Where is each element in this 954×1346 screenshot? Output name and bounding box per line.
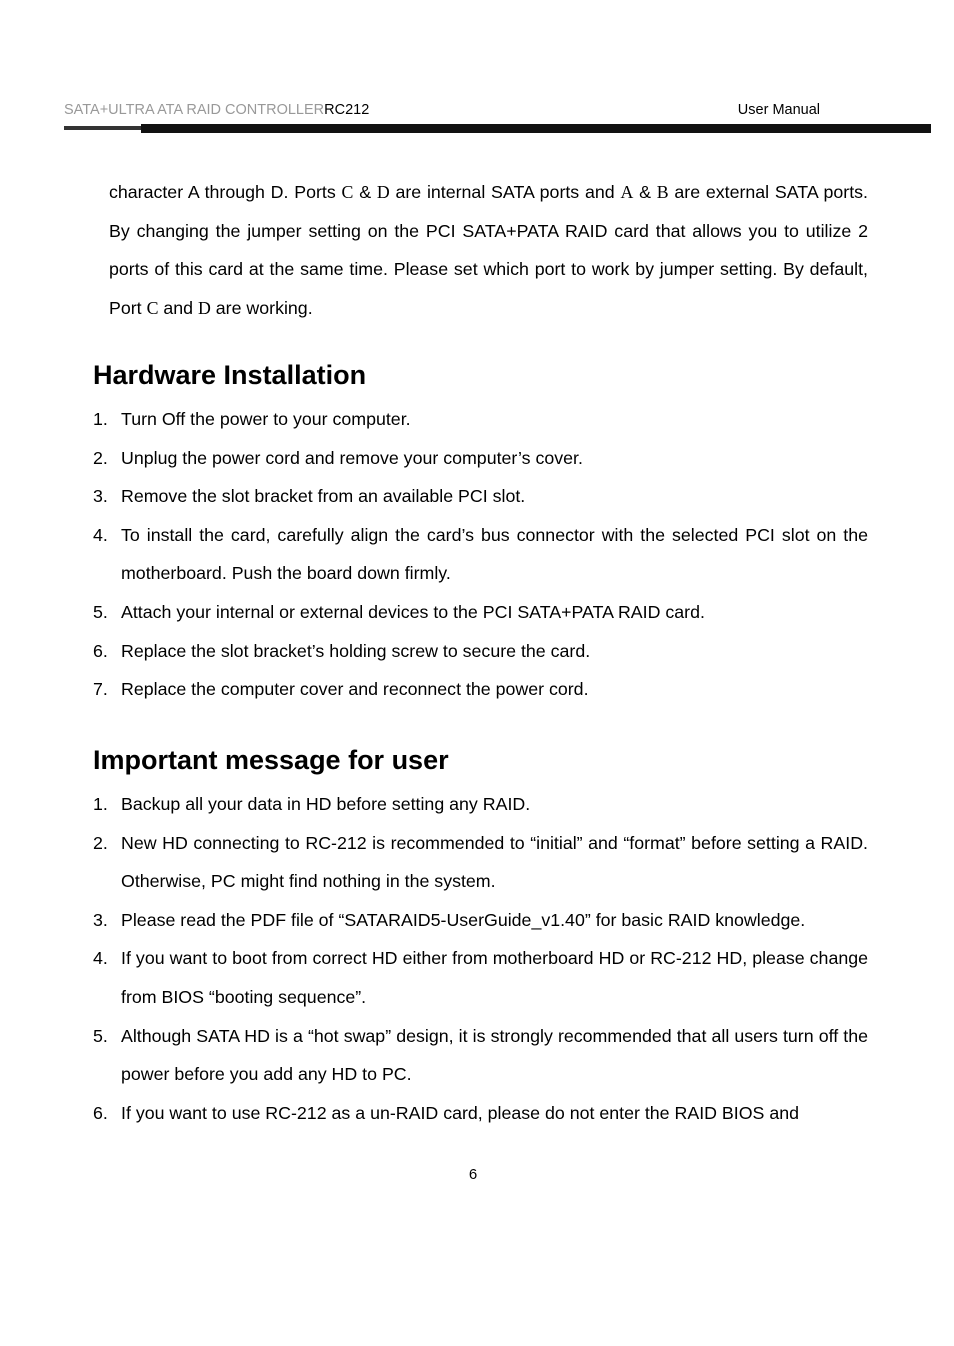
header-rule (64, 124, 931, 133)
list-item-text: Backup all your data in HD before setting any RAID. (121, 794, 531, 814)
list-item-text: Replace the computer cover and reconnect the power cord. (121, 679, 589, 700)
list-item-text: Attach your internal or external devices to the PCI SATA+PATA RAID card. (121, 601, 705, 622)
header-rule-thick-segment (141, 124, 931, 133)
page-number: 6 (468, 1166, 478, 1183)
header-product-name: SATA+ULTRA ATA RAID CONTROLLER (64, 102, 325, 118)
list-item-number: 4. (93, 948, 108, 969)
list-item-number: 7. (93, 679, 108, 700)
intro-text: are external SATA ports. By changing the jumper setting on the PCI SATA+PATA RAID card that allows you to utilize 2 ports of this card at the same time. Please set which port to work by jumper setting. By default, Port (109, 182, 868, 318)
intro-text: and (158, 297, 198, 318)
list-item-text: If you want to use RC-212 as a un-RAID card, please do not enter the RAID BIOS and (121, 1102, 800, 1123)
intro-text: are internal SATA ports and (389, 182, 621, 202)
list-item (93, 593, 868, 632)
header-rule-thin-segment (64, 126, 142, 130)
list-item (93, 1094, 868, 1133)
page-header (64, 102, 820, 122)
list-item (93, 785, 868, 824)
port-letter: C (146, 297, 159, 318)
list-item-text: Please read the PDF file of “SATARAID5-UserGuide_v1.40” for basic RAID knowledge. (121, 909, 806, 930)
intro-text: & (353, 182, 377, 202)
header-product-line (64, 102, 369, 118)
list-item-text: Turn Off the power to your computer. (121, 409, 411, 429)
hardware-installation-steps (93, 400, 868, 709)
list-item-number: 3. (93, 909, 108, 930)
port-letter: B (656, 182, 669, 202)
header-document-type: User Manual (737, 102, 820, 118)
list-item (93, 400, 868, 439)
port-letter: C (341, 182, 354, 202)
list-item (93, 516, 868, 593)
list-item-text: To install the card, carefully align the card’s bus connector with the selected PCI slot on the motherboard. Push the board down firmly. (121, 524, 868, 584)
list-item-number: 5. (93, 601, 108, 622)
list-item (93, 439, 868, 478)
port-letter: D (198, 297, 211, 318)
header-model-number: RC212 (324, 102, 370, 118)
important-message-list (93, 785, 868, 1132)
list-item-text: Replace the slot bracket’s holding screw to secure the card. (121, 640, 591, 661)
list-item-number: 6. (93, 640, 108, 661)
list-item-number: 2. (93, 447, 108, 468)
list-item (93, 670, 868, 709)
list-item (93, 939, 868, 1016)
section-title-hardware-installation: Hardware Installation (93, 360, 367, 390)
list-item-text: Remove the slot bracket from an available PCI slot. (121, 486, 526, 507)
intro-text: character A through D. Ports (109, 182, 342, 202)
list-item-number: 6. (93, 1102, 108, 1123)
list-item (93, 824, 868, 901)
list-item (93, 477, 868, 516)
list-item (93, 632, 868, 671)
list-item-number: 2. (93, 832, 108, 853)
list-item-text: New HD connecting to RC-212 is recommended to “initial” and “format” before setting a RAID. Otherwise, PC might find nothing in the system. (121, 832, 868, 892)
list-item-text: Although SATA HD is a “hot swap” design, it is strongly recommended that all users turn off the power before you add any HD to PC. (121, 1025, 868, 1085)
intro-paragraph (109, 173, 868, 327)
list-item (93, 1017, 868, 1094)
port-letter: D (376, 182, 390, 202)
section-title-important-message: Important message for user (93, 745, 449, 775)
intro-text: are working. (210, 297, 313, 318)
intro-text: & (633, 182, 657, 202)
list-item-number: 1. (93, 409, 108, 429)
list-item-number: 4. (93, 524, 108, 545)
list-item-number: 5. (93, 1025, 108, 1046)
list-item-number: 1. (93, 794, 108, 814)
list-item-text: If you want to boot from correct HD either from motherboard HD or RC-212 HD, please change from BIOS “booting sequence”. (121, 948, 868, 1007)
list-item-number: 3. (93, 486, 108, 507)
list-item-text: Unplug the power cord and remove your computer’s cover. (121, 447, 583, 468)
port-letter: A (620, 182, 634, 202)
list-item (93, 901, 868, 940)
